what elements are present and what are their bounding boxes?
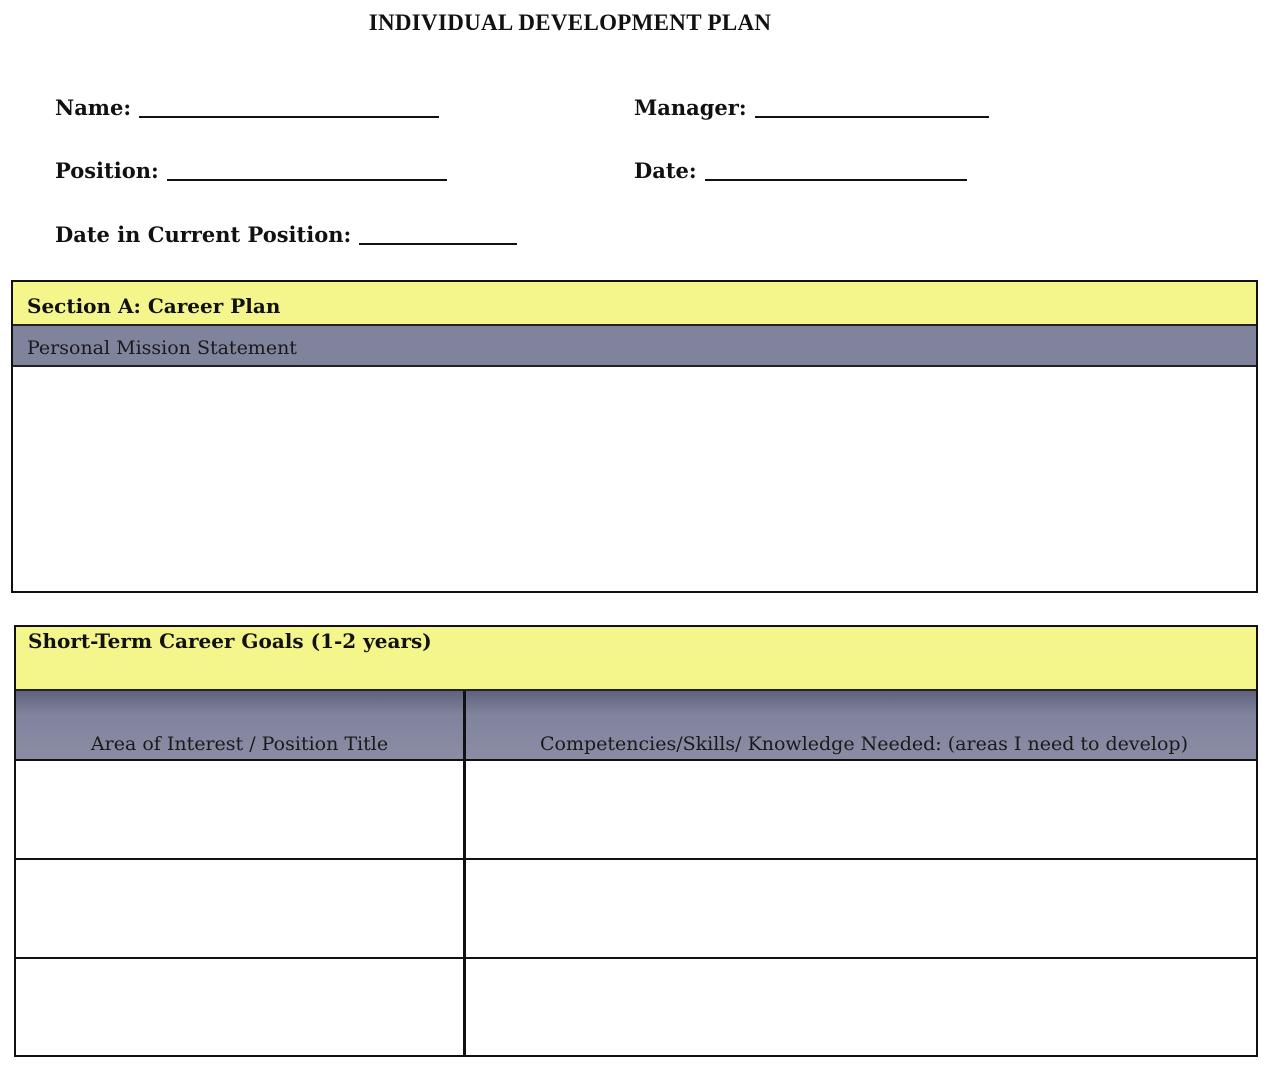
name-input-line[interactable]	[139, 96, 439, 118]
manager-input-line[interactable]	[755, 96, 989, 118]
document-title: INDIVIDUAL DEVELOPMENT PLAN	[368, 10, 772, 35]
short-term-goals-table	[16, 689, 1256, 1057]
position-label: Position:	[55, 158, 159, 183]
date-in-current-position-label: Date in Current Position:	[55, 222, 352, 247]
short-term-goals-title: Short-Term Career Goals (1-2 years)	[16, 627, 1256, 689]
date-input-line[interactable]	[705, 159, 967, 181]
table-cell-area-of-interest[interactable]	[16, 860, 466, 959]
table-cell-competencies[interactable]	[466, 959, 1256, 1057]
mission-statement-input-area[interactable]	[13, 367, 1256, 589]
manager-label: Manager:	[634, 95, 747, 120]
date-in-current-position-input-line[interactable]	[359, 223, 517, 245]
table-cell-area-of-interest[interactable]	[16, 959, 466, 1057]
section-a-title: Section A: Career Plan	[13, 282, 1256, 326]
table-cell-area-of-interest[interactable]	[16, 761, 466, 860]
manager-field	[634, 95, 989, 120]
table-cell-competencies[interactable]	[466, 860, 1256, 959]
date-field	[634, 158, 967, 183]
column-header-competencies: Competencies/Skills/ Knowledge Needed: (areas I need to develop)	[466, 691, 1256, 761]
date-label: Date:	[634, 158, 697, 183]
mission-statement-header: Personal Mission Statement	[13, 326, 1256, 367]
name-label: Name:	[55, 95, 132, 120]
column-header-area-of-interest: Area of Interest / Position Title	[16, 691, 466, 761]
section-a-career-plan	[11, 280, 1258, 593]
date-in-current-position-field	[55, 222, 517, 247]
table-cell-competencies[interactable]	[466, 761, 1256, 860]
position-field	[55, 158, 447, 183]
position-input-line[interactable]	[167, 159, 447, 181]
name-field	[55, 95, 439, 120]
short-term-career-goals	[14, 625, 1258, 1057]
